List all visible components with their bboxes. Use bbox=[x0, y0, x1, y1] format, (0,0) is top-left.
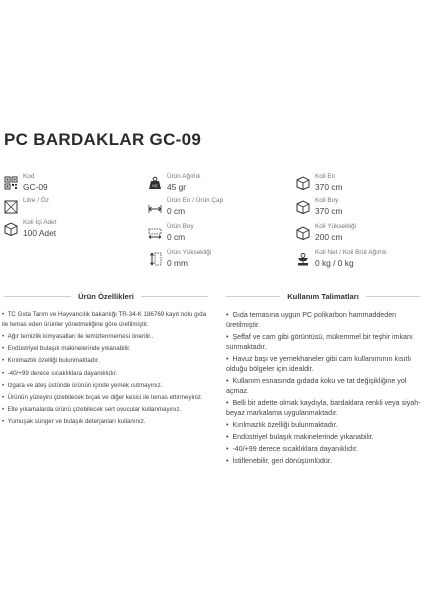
spec-label: Koli İçi Adet bbox=[23, 219, 57, 226]
list-item: • Gıda temasına uygun PC polikarbon hammaddeden üretilmiştir. bbox=[226, 311, 397, 329]
carton-icon bbox=[296, 200, 310, 214]
spec-agirlik bbox=[148, 172, 200, 193]
scale-icon bbox=[296, 252, 310, 266]
spec-value: 0 cm bbox=[167, 206, 186, 216]
divider bbox=[366, 296, 420, 297]
carton-icon bbox=[296, 176, 310, 190]
spec-yukseklik bbox=[148, 248, 211, 269]
list-item: • Ağır temizlik kimyasalları ile temizlenmemesi önerilir.. bbox=[2, 332, 154, 340]
spec-label: Ürün Ağırlık bbox=[167, 173, 201, 180]
spec-label: Koli Boy bbox=[315, 197, 339, 204]
divider bbox=[141, 296, 208, 297]
spec-value: 370 cm bbox=[315, 182, 343, 192]
list-item: • Yumuşak sünger ve bulaşık deterjanları kullanınız. bbox=[2, 418, 146, 426]
spec-koli-en bbox=[296, 172, 342, 193]
spec-value: 370 cm bbox=[315, 206, 343, 216]
list-item: • Kullanım esnasında gıdada koku ve tat değişikliğine yol açmaz. bbox=[226, 377, 407, 395]
list-item: • -40/+99 derece sıcaklıklara dayanıklıdır. bbox=[226, 445, 359, 453]
usage-heading bbox=[226, 291, 420, 301]
usage-list bbox=[226, 310, 422, 468]
list-item: • Şeffaf ve cam gibi görüntüsü, mükemmel bir teşhir imkanı sunmaktadır. bbox=[226, 333, 413, 351]
spec-label: Koli En bbox=[315, 173, 336, 180]
list-item: • Izgara ve ateş üstünde ürünün içinde yemek ısıtmayınız. bbox=[2, 381, 163, 389]
svg-text:KG: KG bbox=[152, 184, 158, 188]
spec-koli-net bbox=[296, 248, 386, 269]
width-arrow-icon bbox=[148, 200, 162, 214]
crossed-box-icon bbox=[4, 200, 18, 214]
spec-litre bbox=[4, 196, 49, 214]
page-title: PC BARDAKLAR GC-09 bbox=[4, 130, 202, 149]
spec-label: Ürün Yüksekliği bbox=[167, 249, 212, 256]
spec-value: 0 mm bbox=[167, 258, 188, 268]
usage-heading-text: Kullanım Talimatları bbox=[287, 291, 359, 301]
height-arrow-icon bbox=[148, 252, 162, 266]
list-item: • Belli bir adette olmak kaydıyla, bardaklara renkli veya siyah-beyaz markalama uygulanmaktadır. bbox=[226, 399, 421, 417]
list-item: • Kırılmazlık özelliği bulunmaktadır. bbox=[2, 357, 100, 365]
divider bbox=[4, 296, 71, 297]
list-item: • Endüstriyel bulaşık makinelerinde yıkanabilir. bbox=[2, 345, 131, 353]
list-item: • TC Gıda Tarım ve Hayvancılık bakanlığı TR-34-K 186769 kayıt nolu gıda ile temas eden ürünler yönetmeliğine göre üretilmiştir. bbox=[2, 311, 207, 328]
features-heading-text: Ürün Özellikleri bbox=[78, 291, 134, 301]
spec-koli-yukseklik bbox=[296, 222, 356, 243]
box-icon bbox=[4, 222, 18, 236]
weight-icon bbox=[148, 176, 162, 190]
spec-en-cap bbox=[148, 196, 223, 217]
spec-value: 200 cm bbox=[315, 232, 343, 242]
spec-boy bbox=[148, 222, 194, 243]
spec-value: 45 gr bbox=[167, 182, 187, 192]
spec-label: Ürün En / Ürün Çap bbox=[167, 197, 224, 204]
features-heading bbox=[4, 291, 208, 301]
spec-label: Koli Net / Koli Brüt Ağırlık bbox=[315, 249, 387, 256]
carton-icon bbox=[296, 226, 310, 240]
spec-value: 0 kg / 0 kg bbox=[315, 258, 354, 268]
spec-label: Koli Yüksekliği bbox=[315, 223, 357, 230]
spec-kod bbox=[4, 172, 48, 193]
list-item: • Endüstriyel bulaşık makinelerinde yıkanabilir. bbox=[226, 433, 374, 441]
divider bbox=[226, 296, 280, 297]
list-item: • Havuz başı ve yemekhaneler gibi cam kullanımının kısıtlı olduğu bölgeler için idealdir. bbox=[226, 355, 412, 373]
spec-koli-ici bbox=[4, 218, 56, 239]
spec-value: GC-09 bbox=[23, 182, 48, 192]
list-item: • Elle yıkamalarda ürünü çizebilecek sert ovucular kullanmayınız. bbox=[2, 406, 182, 414]
features-list bbox=[2, 310, 210, 430]
spec-value: 100 Adet bbox=[23, 228, 57, 238]
qr-code-icon bbox=[4, 176, 18, 190]
list-item: • -40/+99 derece sıcaklıklara dayanıklıdır. bbox=[2, 369, 118, 377]
spec-label: Ürün Boy bbox=[167, 223, 194, 230]
list-item: • Kırılmazlık özelliği bulunmaktadır. bbox=[226, 421, 338, 429]
spec-koli-boy bbox=[296, 196, 342, 217]
length-arrow-icon bbox=[148, 226, 162, 240]
list-item: • İstiflenebilir, geri dönüşümlüdür. bbox=[226, 457, 332, 465]
list-item: • Ürünün yüzeyini çizebilecek bıçak ve diğer kesici ile temas ettirmeyiniz. bbox=[2, 393, 203, 401]
spec-value: 0 cm bbox=[167, 232, 186, 242]
spec-label: Kod bbox=[23, 173, 35, 180]
spec-label: Litre / Öz bbox=[23, 197, 49, 204]
